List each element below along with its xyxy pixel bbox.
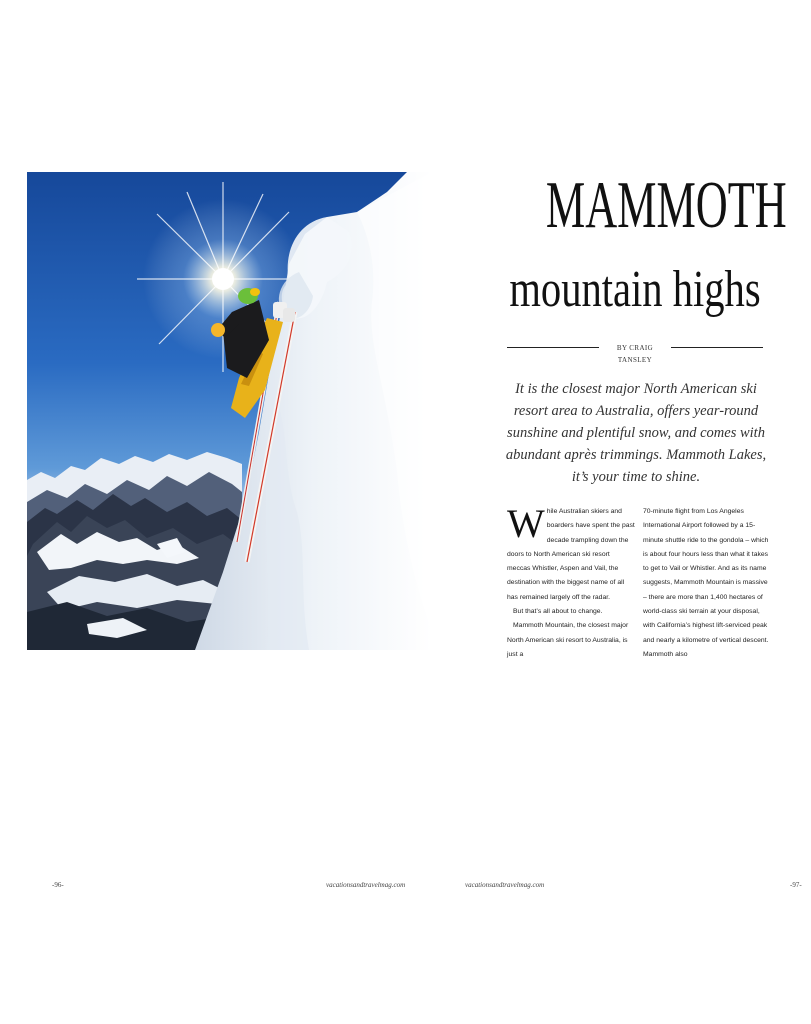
hero-photo [27, 172, 432, 650]
right-page-number: -97- [790, 881, 802, 889]
standfirst: It is the closest major North American ski resort area to Australia, offers year-round sunshine and plentiful snow, and comes with abundant après trimmings. Mammoth Lakes, it’s your time to shine. [505, 381, 767, 485]
left-page-url: vacationsandtravelmag.com [326, 881, 406, 889]
article-subtitle: mountain highs [509, 261, 761, 318]
body-paragraph [507, 501, 635, 605]
body-column-2 [643, 505, 769, 662]
byline-row [507, 342, 763, 364]
article-title: MAMMOTH [545, 168, 787, 242]
drop-cap: W [507, 501, 545, 546]
body-text: hile Australian skiers and boarders have spent the past decade trampling down the doors to North American ski resort meccas Whistler, Aspen and Vail, the destination with the biggest name of all has remained largely off the radar. [507, 508, 635, 601]
right-page-url: vacationsandtravelmag.com [465, 881, 545, 889]
body-column-1 [507, 501, 635, 662]
body-paragraph: Mammoth Mountain, the closest major North American ski resort to Australia, is just a [507, 622, 629, 658]
left-page-number: -96- [52, 881, 64, 889]
byline-rule-left [507, 347, 599, 348]
body-paragraph: But that’s all about to change. [513, 608, 603, 616]
byline: BY CRAIG TANSLEY [616, 344, 654, 364]
body-paragraph: 70-minute flight from Los Angeles International Airport followed by a 15-minute shuttle ride to the gondola – which is about four hours less than what it takes to get to Vail or Whistler. And as its name suggests, Mammoth Mountain is massive – there are more than 1,400 hectares of world-class ski terrain at your disposal, with California’s highest lift-serviced peak and nearly a kilometre of vertical descent. Mammoth also [643, 508, 769, 658]
byline-rule-right [671, 347, 763, 348]
